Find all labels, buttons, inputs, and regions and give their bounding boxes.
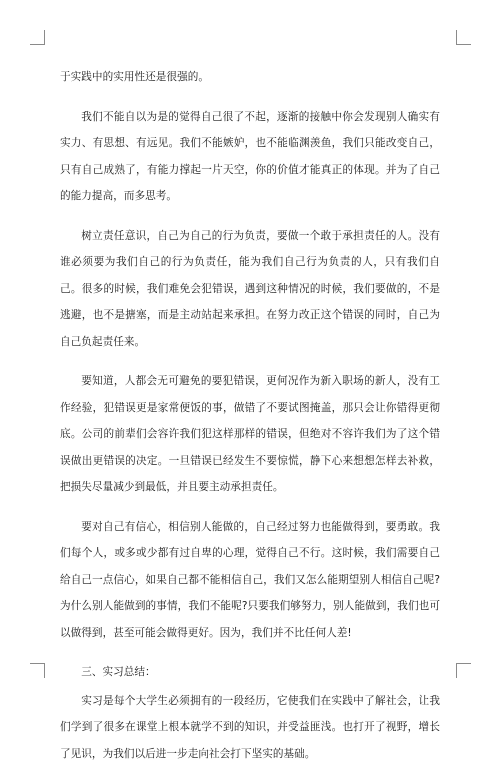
document-body — [60, 64, 440, 780]
crop-mark-bottom-left — [30, 663, 45, 678]
crop-mark-top-left — [30, 30, 45, 45]
paragraph-continuation: 于实践中的实用性还是很强的。 — [60, 71, 210, 83]
crop-mark-bottom-right — [456, 663, 471, 678]
paragraph-confidence: 要对自己有信心，相信别人能做的，自己经过努力也能做得到，要勇敢。我们每个人，或多或少都有过自卑的心理，觉得自己不行。这时候，我们需要自己给自己一点信心，如果自己都不能相信自己，我们又怎么能期望别人相信自己呢?为什么别人能做到的事情，我们不能呢?只要我们够努力，别人能做到，我们也可以做得到，甚至可能会做得更好。因为，我们并不比任何人差! — [60, 520, 440, 639]
section-heading-summary: 三、实习总结： — [81, 666, 156, 678]
paragraph-mistakes: 要知道，人都会无可避免的要犯错误，更何况作为新入职场的新人，没有工作经验，犯错误更是家常便饭的事，做错了不要试图掩盖，那只会让你错得更彻底。公司的前辈们会容许我们犯这样那样的错误，但绝对不容许我们为了这个错误做出更错误的决定。一旦错误已经发生不要惊慌，静下心来想想怎样去补救，把损失尽量减少到最低，并且要主动承担责任。 — [60, 375, 440, 493]
paragraph-self-improvement: 我们不能自以为是的觉得自己很了不起，逐渐的接触中你会发现别人确实有实力、有思想、有远见。我们不能嫉妒，也不能临渊羡鱼，我们只能改变自己，只有自己成熟了，有能力撑起一片天空，你的价值才能真正的体现。并为了自己的能力提高，而多思考。 — [60, 110, 440, 202]
paragraph-summary: 实习是每个大学生必须拥有的一段经历，它使我们在实践中了解社会，让我们学到了很多在课堂上根本就学不到的知识，并受益匪浅。也打开了视野，增长了见识，为我们以后进一步走向社会打下坚实的基础。 — [60, 694, 440, 760]
paragraph-responsibility: 树立责任意识，自己为自己的行为负责，要做一个敢于承担责任的人。没有谁必须要为我们自己的行为负责任，能为我们自己行为负责的人，只有我们自己。很多的时候，我们难免会犯错误，遇到这种情况的时候，我们要做的，不是逃避，也不是搪塞，而是主动站起来承担。在努力改正这个错误的同时，自己为自己负起责任来。 — [60, 229, 440, 348]
crop-mark-top-right — [456, 30, 471, 45]
